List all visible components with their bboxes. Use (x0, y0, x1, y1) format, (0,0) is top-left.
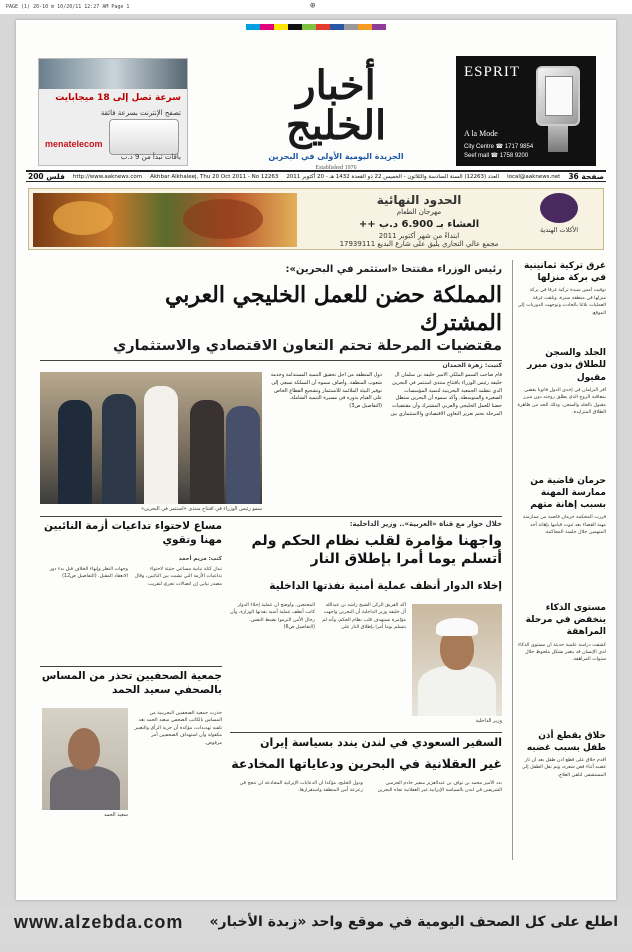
watch-advertisement[interactable] (456, 56, 596, 166)
left-story-body: تبذل كتلة نيابية مساعي حثيثة لاحتواء تداعيات الأزمة التي نشبت بين النائبين، وقال مصدر نيابي إن اتصالات تجري لتقريب وجهات النظر وإنهاء الخلاف قبل بدء دور الانعقاد المقبل. (التفاصيل ص12) (49, 567, 222, 587)
hero-photo[interactable] (40, 372, 262, 504)
divider (230, 732, 502, 733)
hero-byline: كتبت: زهرة الحمدان (442, 362, 502, 369)
color-swatch (246, 24, 260, 30)
sidebar-item-body: أقدم حلاق على قطع أذن طفل بعد أن ثار غضبه أثناء قص شعره، وتم نقل الطفل إلى المستشفى لتلقي العلاج. (521, 757, 606, 778)
watch-strap-image (548, 126, 568, 152)
page-count: 36 صفحة (568, 172, 604, 181)
person-figure (102, 394, 136, 504)
person-figure (58, 400, 92, 504)
left-story-headline[interactable]: مساع لاحتواء تداعيات أزمة النائبين مهنا وتقوي (44, 520, 222, 546)
journalists-headline[interactable]: جمعية الصحفيين تحذر من المساس بالصحفي سعيد الحمد (41, 670, 222, 696)
color-swatch (260, 24, 274, 30)
sidebar-item-body: قررت المحكمة حرمان قاضية من ممارسة مهنة القضاء بعد ثبوت قيامها بإهانة أحد المتهمين خلال جلسة المحاكمة. (523, 515, 606, 535)
established-text: Established 1976 (315, 165, 357, 171)
saudi-subtitle: غير العقلانية في البحرين ودعاياتها المخادعة (231, 756, 502, 771)
color-calibration-bar (246, 24, 386, 30)
sidebar-item[interactable] (517, 260, 606, 339)
person-figure (190, 400, 224, 504)
minister-photo-caption: وزير الداخلية (475, 718, 502, 724)
restaurant-logo-icon (540, 193, 578, 223)
sidebar-item-body: كشفت دراسة علمية حديثة أن مستوى الذكاء لدى الإنسان قد يتغير بشكل ملحوظ خلال سنوات المراهقة. (517, 642, 606, 663)
color-swatch (288, 24, 302, 30)
sidebar-item[interactable] (517, 602, 606, 721)
sidebar-item[interactable] (517, 347, 606, 466)
food-image (33, 193, 297, 247)
shop-location: Seef mall ☎ 1758 9200 (464, 152, 529, 159)
ad-brand: ESPRIT (464, 64, 521, 80)
sidebar-item-body: أقر البرلمان في إحدى الدول قانونا يقضي بمعاقبة الزوج الذي يطلق زوجته دون مبرر مقبول بالجلد والسجن، وذلك للحد من ظاهرة الطلاق المتزايدة. (517, 387, 606, 415)
headdress-shape (436, 618, 478, 636)
registration-mark-icon: ⊕ (310, 1, 316, 11)
sidebar-item-title: حلاق يقطع أذن طفل بسبب غضبه (526, 730, 606, 753)
car-image (39, 59, 188, 89)
hero-subtitle: مقتضيات المرحلة تحتم التعاون الاقتصادي والاستثماري (113, 338, 502, 354)
sidebar-item-title: الجلد والسجن للطلاق بدون مبرر مقبول (527, 348, 606, 383)
print-header-text: PAGE (1) 20-10 m 10/20/11 12:27 AM Page 1 (6, 4, 130, 10)
person-figure (226, 406, 260, 504)
shop-locations (464, 143, 533, 160)
hero-kicker: رئيس الوزراء مفتتحا «استثمر في البحرين»: (285, 264, 502, 275)
newspaper-page (16, 20, 616, 900)
hero-photo-caption: سمو رئيس الوزراء في افتتاح منتدى «استثمر في البحرين» (141, 506, 262, 512)
sidebar-item-title: مستوى الذكاء ينخفض في مرحلة المراهقة (525, 603, 606, 638)
color-swatch (302, 24, 316, 30)
divider (40, 666, 222, 667)
sidebar-item[interactable] (517, 475, 606, 594)
saudi-body: ندد الأمير محمد بن نواف بن عبدالعزيز سفير خادم الحرمين الشريفين في لندن بالسياسة الإيرانية غير العقلانية تجاه البحرين ودول الخليج، مؤكدا أن الدعايات الإيرانية المخادعة لن تنجح في زعزعة أمن المنطقة واستقرارها. (239, 781, 502, 794)
interview-headline[interactable]: واجهنا مؤامرة لقلب نظام الحكم ولم أتسلم يوما أمرا بإطلاق النار (251, 533, 502, 568)
badge-text: الأكلات الهندية (539, 226, 579, 234)
banner-title: الحدود النهائية (376, 193, 462, 207)
dateline (26, 170, 606, 182)
banner-badge (523, 193, 595, 247)
ad-note: باقات تبدأ من 9 د.ب (120, 153, 181, 161)
print-header (0, 0, 632, 14)
masthead (26, 46, 606, 172)
issue-info: العدد (12263) السنة السادسة والثلاثون - الخميس 22 ذو القعدة 1432 هـ - 20 أكتوبر 2011 (286, 173, 500, 180)
face-shape (68, 728, 100, 770)
food-festival-advertisement[interactable] (28, 188, 604, 250)
color-swatch (274, 24, 288, 30)
banner-price: العشاء بـ 6.900 د.ب ++ (358, 219, 480, 230)
banner-line: مهرجان الطعام (396, 208, 442, 216)
sidebar-item-title: حرمان قاضية من ممارسة المهنة بسبب إهانة متهم (530, 475, 606, 510)
banner-line: مجمع عالي التجاري يليق على شارع البديع 17939111 (339, 240, 499, 248)
color-swatch (358, 24, 372, 30)
color-swatch (344, 24, 358, 30)
hero-headline[interactable]: المملكة حضن للعمل الخليجي العربي المشترك (164, 282, 502, 336)
logo-text: أخبار الخليج (285, 62, 387, 149)
sidebar-item-title: غرق تركية ثمانينية في بركة منزلها (523, 261, 606, 284)
minister-photo[interactable] (412, 604, 502, 716)
left-story-byline: كتب: مريم أحمد (178, 556, 222, 562)
suit-shape (50, 766, 120, 810)
watch-image (536, 66, 580, 126)
saudi-headline[interactable]: السفير السعودي في لندن يندد بسياسة إيران (260, 736, 502, 749)
color-swatch (372, 24, 386, 30)
divider (40, 516, 502, 517)
promo-footer[interactable] (0, 906, 632, 944)
sidebar-item[interactable] (517, 730, 606, 809)
color-swatch (316, 24, 330, 30)
ad-headline: سرعة تصل إلى 18 ميجابايت (55, 93, 181, 103)
interview-body: أكد الفريق الركن الشيخ راشد بن عبدالله آل خليفة وزير الداخلية أن البحرين واجهت مؤامرة تستهدف قلب نظام الحكم، وأنه لم يتسلم يوما أمرا بإطلاق النار على المحتجين. وأوضح أن عملية إخلاء الدوار كانت أنظف عملية أمنية نفذتها الوزارة، وأن رجال الأمن التزموا بضبط النفس. (التفاصيل ص6) (230, 603, 406, 631)
banner-line: ابتداءً من شهر أكتوبر 2011 (378, 232, 460, 240)
hero-body: قام صاحب السمو الملكي الأمير خليفة بن سلمان آل خليفة رئيس الوزراء بافتتاح منتدى استثمر في البحرين الذي تنظمه الجمعية البحرينية لتنمية المؤسسات الصغيرة والمتوسطة، وأكد سموه أن البحرين ستظل حضنا للعمل الخليجي والعربي المشترك وأن مقتضيات المرحلة تحتم تعزيز التعاون الاقتصادي والاستثماري بين دول المنطقة من أجل تحقيق التنمية المستدامة وخدمة شعوب المنطقة. وأضاف سموه أن المملكة تسعى إلى توفير البيئة الملائمة للاستثمار وتشجيع القطاع الخاص على القيام بدوره في مسيرة التنمية الشاملة. (التفاصيل ص3) (270, 372, 502, 417)
interview-subtitle: إخلاء الدوار أنظف عملية أمنية نفذتها الداخلية (269, 580, 502, 592)
ad-brand: menatelecom (45, 139, 103, 149)
journalist-photo[interactable] (42, 708, 128, 810)
journalist-photo-caption: سعيد الحمد (104, 812, 128, 818)
footer-promo: اطلع على كل الصحف اليومية في موقع واحد «زبدة الأخبار» (209, 914, 618, 930)
ad-subline: تصفح الإنترنت بسرعة فائقة (100, 109, 181, 117)
email[interactable]: local@aaknews.net (507, 173, 561, 180)
shop-location: City Centre ☎ 1717 9854 (464, 144, 534, 151)
english-dateline: Akhbar Alkhaleej, Thu 20 Oct 2011 - No 12263 (150, 173, 279, 180)
shop-name: A la Mode (464, 129, 498, 138)
sidebar-briefs (512, 260, 606, 860)
journalists-body: حذرت جمعية الصحفيين البحرينية من المساس بالكاتب الصحفي سعيد الحمد بعد تلقيه تهديدات، مؤكدة أن حرية الرأي والتعبير مكفولة وأن استهداف الصحفيين أمر مرفوض. (134, 711, 222, 746)
interview-kicker: خلال حوار مع قناة «العربية».. وزير الداخلية: (349, 520, 502, 528)
color-swatch (330, 24, 344, 30)
newspaper-logo[interactable] (241, 62, 431, 171)
divider (40, 360, 502, 361)
router-image (109, 119, 179, 155)
logo-tagline: الجريدة اليومية الأولى في البحرين (268, 152, 404, 161)
person-figure (144, 386, 178, 504)
robe-shape (418, 666, 496, 716)
telecom-advertisement[interactable] (38, 58, 188, 166)
price: 200 فلس (28, 172, 65, 181)
footer-website[interactable]: www.alzebda.com (14, 912, 184, 932)
sidebar-item-body: توفيت أمس سيدة تركية غرقا في بركة منزلها في منطقة سترة، وتلقت غرفة العمليات بلاغا بالحادث وتوجهت الدوريات إلى الموقع. (517, 288, 606, 316)
website[interactable]: http://www.aaknews.com (72, 173, 143, 180)
